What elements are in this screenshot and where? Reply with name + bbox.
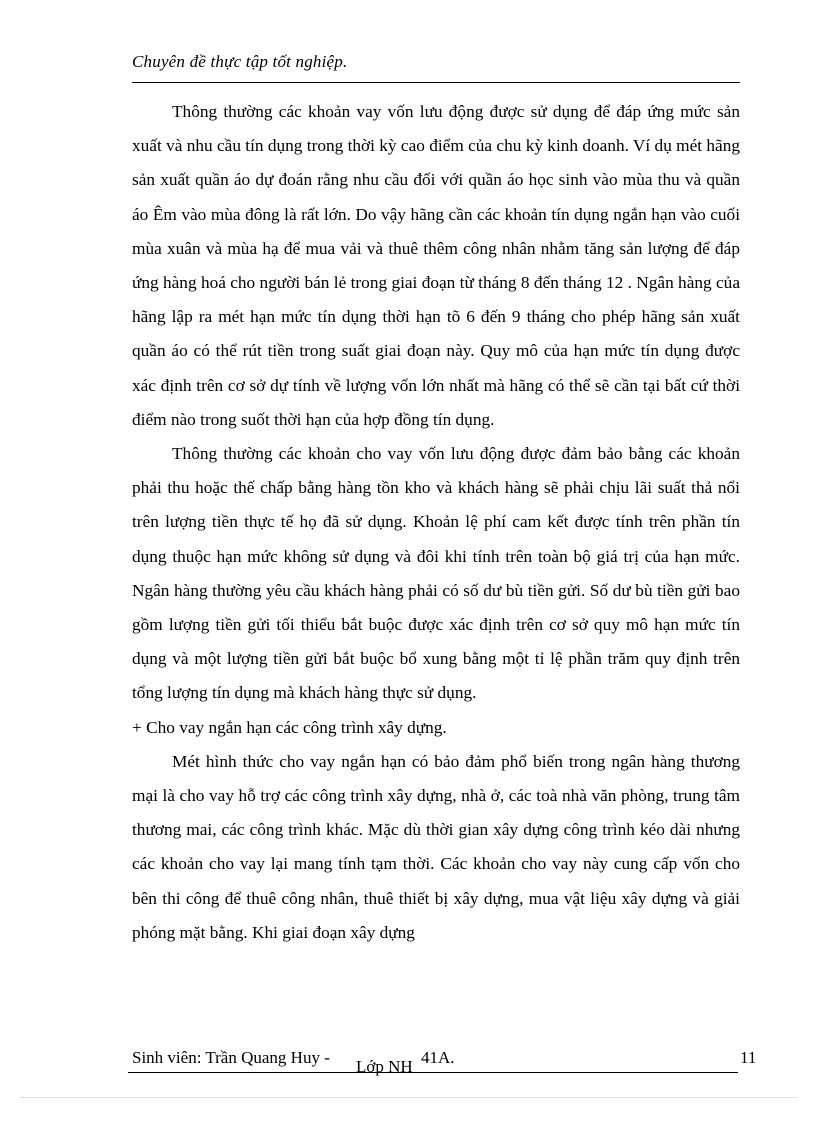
paragraph-construction-loans: Mét hình thức cho vay ngắn hạn có bảo đảm phổ biến trong ngân hàng thương mại là cho vay hỗ trợ các công trình xây dựng, nhà ở, các toà nhà văn phòng, trung tâm thương mai, các công trình khác. Mặc dù thời gian xây dựng công trình kéo dài nhưng các khoản cho vay lại mang tính tạm thời. Các khoản cho vay này cung cấp vốn cho bên thi công để thuê công nhân, thuê thiết bị xây dựng, mua vật liệu xây dựng và giải phóng mặt bằng. Khi giai đoạn xây dựng: [132, 751, 740, 942]
document-body: [132, 95, 740, 950]
page-header: [132, 50, 740, 83]
footer-divider: [128, 1072, 738, 1073]
paragraph-working-capital-loans: Thông thường các khoản vay vốn lưu động được sử dụng để đáp ứng mức sản xuất và nhu cầu tín dụng trong thời kỳ cao điểm của chu kỳ kinh doanh. Ví dụ mét hãng sản xuất quần áo dự đoán rằng nhu cầu đối với quần áo học sinh vào mùa thu và quần áo Êm vào mùa đông là rất lớn. Do vậy hãng cần các khoản tín dụng ngắn hạn vào cuối mùa xuân và mùa hạ để mua vải và thuê thêm công nhân nhằm tăng sản lượng để đáp ứng hàng hoá cho người bán lẻ trong giai đoạn từ tháng 8 đến tháng 12 . Ngân hàng của hãng lập ra mét hạn mức tín dụng thời hạn tõ 6 đến 9 tháng cho phép hãng sản xuất quần áo có thể rút tiền trong suất giai đoạn này. Quy mô của hạn mức tín dụng được xác định trên cơ sở dự tính về lượng vốn lớn nhất mà hãng có thể sẽ cần tại bất cứ thời điểm nào trong suốt thời hạn của hợp đồng tín dụng.: [132, 102, 740, 429]
page-number: 11: [740, 1048, 757, 1067]
page-bottom-dotted-border: [20, 1097, 796, 1098]
footer-class-code: 41A.: [421, 1048, 455, 1067]
paragraph-collateral-and-fees: Thông thường các khoản cho vay vốn lưu động được đảm bảo bằng các khoản phải thu hoặc thế chấp bằng hàng tồn kho và khách hàng sẽ phải chịu lãi suất thả nổi trên lượng tiền thực tế họ đã sử dụng. Khoản lệ phí cam kết được tính trên phần tín dụng thuộc hạn mức không sử dụng và đôi khi tính trên toàn bộ giá trị của hạn mức. Ngân hàng thường yêu cầu khách hàng phải có số dư bù tiền gửi. Số dư bù tiền gửi bao gồm lượng tiền gửi tối thiểu bắt buộc được xác định trên cơ sở quy mô hạn mức tín dụng và một lượng tiền gửi bắt buộc bổ xung bằng một tỉ lệ phần trăm quy định trên tổng lượng tín dụng mà khách hàng thực sử dụng.: [132, 444, 740, 703]
document-title: Chuyên đề thực tập tốt nghiệp.: [132, 52, 348, 71]
footer-student-name: Sinh viên: Trần Quang Huy -: [132, 1048, 330, 1067]
footer-class-label: Lớp NH: [356, 1057, 413, 1076]
page-footer: [128, 1048, 758, 1076]
section-heading-construction-loans: + Cho vay ngắn hạn các công trình xây dựng.: [132, 717, 447, 737]
